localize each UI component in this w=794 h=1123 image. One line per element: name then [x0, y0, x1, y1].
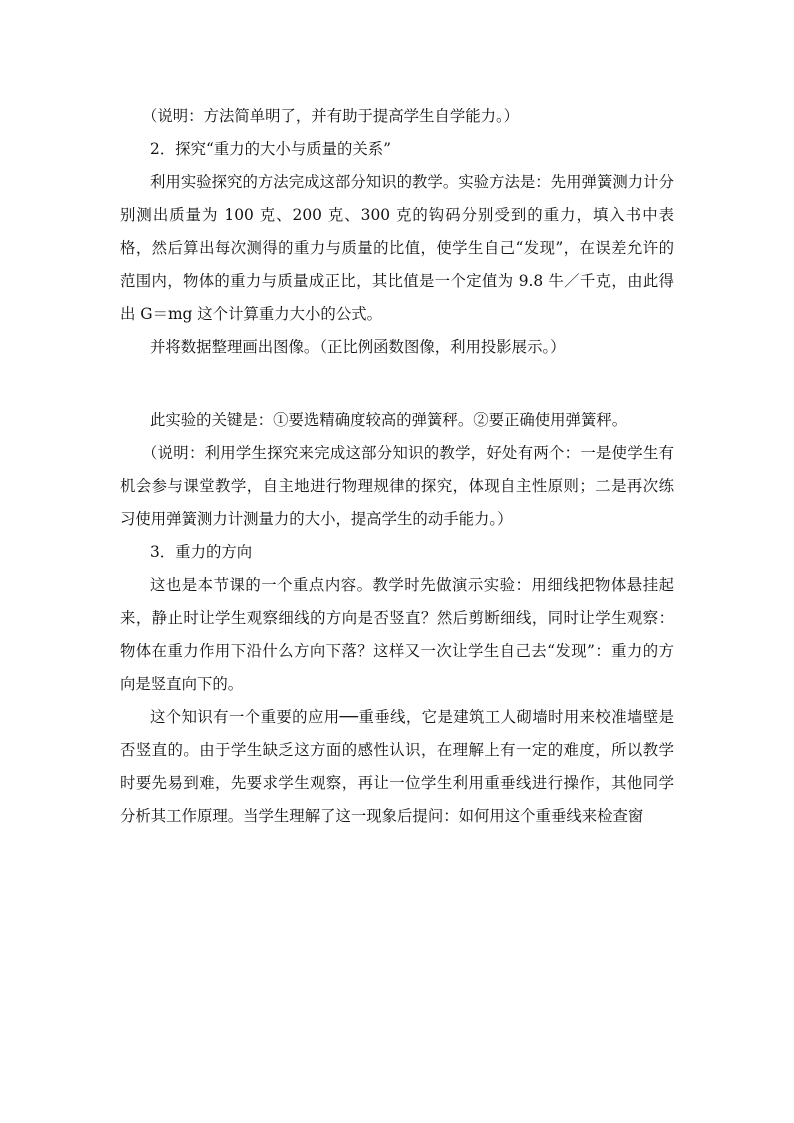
blank-space	[120, 364, 674, 404]
note-paragraph-method: （说明：方法简单明了，并有助于提高学生自学能力。）	[142, 107, 520, 125]
paragraph-experiment-method: 利用实验探究的方法完成这部分知识的教学。实验方法是：先用弹簧测力计分别测出质量为 100 克、200 克、300 克的钩码分别受到的重力，填入书中表格，然后算出每次测得的重力与质量的比值，使学生自己“发现”，在误差允许的范围内，物体的重力与质量成正比，其比值是一个定值为 9.8 牛／千克，由此得出 G＝mg 这个计算重力大小的公式。	[120, 173, 674, 323]
paragraph-graph: 并将数据整理画出图像。（正比例函数图像，利用投影展示。）	[150, 338, 566, 356]
paragraph-experiment-key: 此实验的关键是：①要选精确度较高的弹簧秤。②要正确使用弹簧秤。	[150, 411, 628, 429]
section-heading-gravity-direction: 3．重力的方向	[150, 543, 253, 561]
paragraph-direction-demo: 这也是本节课的一个重点内容。教学时先做演示实验：用细线把物体悬挂起来，静止时让学生观察细线的方向是否竖直？然后剪断细线，同时让学生观察：物体在重力作用下沿什么方向下落？这样又一次让学生自己去“发现”：重力的方向是竖直向下的。	[120, 576, 674, 693]
note-paragraph-inquiry: （说明：利用学生探究来完成这部分知识的教学，好处有两个：一是使学生有机会参与课堂教学，自主地进行物理规律的探究，体现自主性原则；二是再次练习使用弹簧测力计测量力的大小，提高学生的动手能力。）	[120, 444, 674, 528]
section-heading-gravity-mass: 2．探究“重力的大小与质量的关系”	[150, 140, 391, 158]
paragraph-plumb-line: 这个知识有一个重要的应用──重垂线，它是建筑工人砌墙时用来校准墙壁是否竖直的。由于学生缺乏这方面的感性认识，在理解上有一定的难度，所以教学时要先易到难，先要求学生观察，再让一位学生利用重垂线进行操作，其他同学分析其工作原理。当学生理解了这一现象后提问：如何用这个重垂线来检查窗	[120, 708, 674, 825]
document-body	[120, 100, 674, 833]
